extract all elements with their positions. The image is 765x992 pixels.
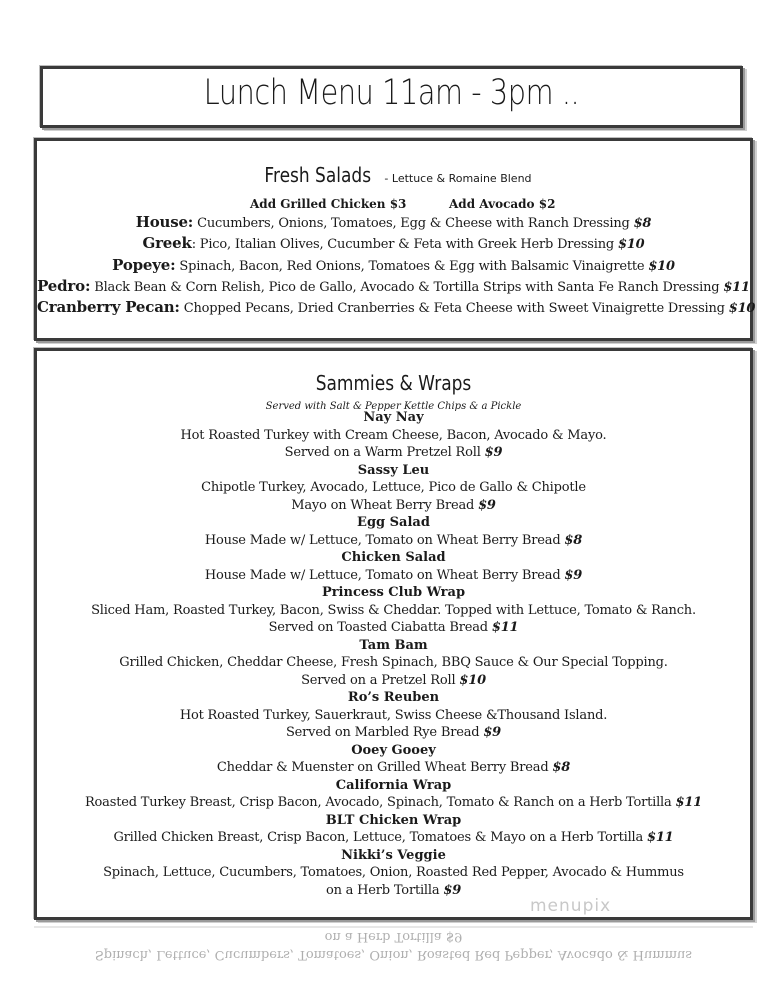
sammie-description-text: House Made w/ Lettuce, Tomato on Wheat Berry Bread: [204, 532, 565, 548]
salad-price: $8: [633, 216, 652, 231]
sammie-name: California Wrap: [335, 777, 452, 793]
sammie-name: Sassy Leu: [357, 462, 430, 478]
sammie-description: [37, 444, 750, 462]
sammie-description: [37, 602, 750, 620]
reflection-line-1: on a Herb Tortilla $9: [324, 929, 463, 945]
reflection-line-2: Spinach, Lettuce, Cucumbers, Tomatoes, Onion, Roasted Red Pepper, Avocado & Hummus: [94, 947, 693, 962]
sammie-description-text: Served on a Warm Pretzel Roll: [284, 445, 485, 460]
addon-avocado: Add Avocado $2: [449, 197, 556, 211]
sammies-heading: Sammies & Wraps: [315, 371, 472, 395]
salad-item: [37, 234, 750, 252]
salad-name: House:: [135, 213, 194, 231]
sammie-description: [37, 864, 750, 882]
sammie-name: BLT Chicken Wrap: [325, 812, 462, 828]
sammie-name: Egg Salad: [357, 515, 430, 530]
sammie-price: $9: [484, 445, 503, 460]
sammie-description-text: Chipotle Turkey, Avocado, Lettuce, Pico de Gallo & Chipotle: [201, 480, 586, 495]
sammie-name: Princess Club Wrap: [321, 585, 466, 600]
sammie-description-text: Spinach, Lettuce, Cucumbers, Tomatoes, Onion, Roasted Red Pepper, Avocado & Hummus: [103, 865, 684, 880]
salads-heading-row: [37, 163, 750, 187]
sammie-price: $11: [491, 620, 519, 635]
salad-name: Popeye:: [112, 256, 176, 274]
sammie-description-text: Mayo on Wheat Berry Bread: [291, 497, 479, 513]
sammie-name: Tam Bam: [359, 637, 428, 653]
sammie-description: [37, 672, 750, 690]
sammie-description-text: Served on Toasted Ciabatta Bread: [268, 620, 492, 635]
salad-description: Cucumbers, Onions, Tomatoes, Egg & Cheese with Ranch Dressing: [193, 216, 634, 231]
salad-price: $10: [648, 259, 675, 274]
sammie-description: [37, 619, 750, 637]
sammie-price: $9: [483, 725, 502, 740]
sammie-description: [37, 882, 750, 900]
salad-item: [37, 213, 750, 231]
sammie-price: $9: [564, 567, 583, 583]
salad-description: Black Bean & Corn Relish, Pico de Gallo, Avocado & Tortilla Strips with Santa Fe Ranch Dressing: [90, 280, 724, 295]
menu-title: Lunch Menu 11am - 3pm ..: [203, 73, 580, 113]
sammies-heading-row: [37, 371, 750, 395]
salad-price: $10: [617, 237, 645, 252]
salad-price: $11: [723, 280, 750, 295]
sammie-description: [37, 567, 750, 585]
sammie-description: [37, 654, 750, 672]
sammie-price: $8: [552, 760, 571, 775]
sammie-description-text: Hot Roasted Turkey, Sauerkraut, Swiss Cheese &Thousand Island.: [179, 707, 608, 723]
sammie-description: [37, 479, 750, 497]
salad-description: : Pico, Italian Olives, Cucumber & Feta with Greek Herb Dressing: [191, 237, 618, 252]
sammies-section: [34, 348, 753, 920]
sammies-subheading: Served with Salt & Pepper Kettle Chips & a Pickle: [265, 401, 522, 412]
salad-description: Chopped Pecans, Dried Cranberries & Feta Cheese with Sweet Vinaigrette Dressing: [179, 301, 729, 316]
sammie-description-text: on a Herb Tortilla: [325, 882, 444, 898]
sammie-description-text: Grilled Chicken Breast, Crisp Bacon, Lettuce, Tomatoes & Mayo on a Herb Tortilla: [113, 830, 647, 845]
sammie-description-text: Served on Marbled Rye Bread: [285, 725, 484, 740]
sammie-name: Chicken Salad: [341, 550, 446, 565]
sammie-description: [37, 759, 750, 777]
sammie-description: [37, 427, 750, 445]
sammie-description-text: Served on a Pretzel Roll: [301, 672, 460, 688]
sammie-description: [37, 707, 750, 725]
sammie-name: Ro’s Reuben: [347, 690, 440, 705]
sammie-description-text: Roasted Turkey Breast, Crisp Bacon, Avocado, Spinach, Tomato & Ranch on a Herb Tortilla: [84, 795, 676, 810]
sammie-description-text: Hot Roasted Turkey with Cream Cheese, Bacon, Avocado & Mayo.: [180, 427, 607, 443]
sammie-description: [37, 497, 750, 515]
sammie-description: [37, 794, 750, 812]
sammie-price: $8: [564, 532, 583, 548]
salad-description: Spinach, Bacon, Red Onions, Tomatoes & Egg with Balsamic Vinaigrette: [175, 259, 649, 274]
sammie-price: $11: [646, 830, 674, 845]
sammie-price: $9: [443, 882, 462, 898]
salad-item: [37, 256, 750, 274]
sammie-price: $9: [478, 497, 496, 513]
watermark: menupix: [530, 896, 612, 916]
sammie-description-text: Grilled Chicken, Cheddar Cheese, Fresh Spinach, BBQ Sauce & Our Special Topping.: [119, 655, 668, 670]
sammie-name: Nikki’s Veggie: [341, 847, 446, 863]
salad-price: $10: [728, 301, 756, 316]
salad-item: [37, 298, 756, 316]
salad-item: [37, 277, 750, 295]
sammie-description-text: Sliced Ham, Roasted Turkey, Bacon, Swiss & Cheddar. Topped with Lettuce, Tomato & Ranch.: [91, 602, 696, 618]
salads-heading: Fresh Salads: [264, 163, 372, 187]
sammie-description: [37, 829, 750, 847]
sammie-description-text: Cheddar & Muenster on Grilled Wheat Berry Bread: [216, 760, 553, 775]
sammie-description-text: House Made w/ Lettuce, Tomato on Wheat Berry Bread: [204, 567, 565, 583]
sammie-description: [37, 532, 750, 550]
sammie-price: $10: [459, 672, 486, 688]
salads-section: [34, 138, 756, 341]
addon-chicken: Add Grilled Chicken $3: [250, 197, 407, 211]
sammie-name: Nay Nay: [363, 410, 424, 425]
salads-subheading: - Lettuce & Romaine Blend: [380, 172, 532, 185]
salad-name: Greek: [142, 234, 192, 252]
sammie-price: $11: [675, 795, 703, 810]
title-banner: [40, 66, 743, 128]
sammie-name: Ooey Gooey: [351, 742, 436, 758]
page-reflection: [34, 926, 753, 992]
sammies-list: [37, 409, 750, 899]
salad-name: Pedro:: [37, 277, 91, 295]
salad-name: Cranberry Pecan:: [37, 298, 180, 316]
sammie-description: [37, 724, 750, 742]
